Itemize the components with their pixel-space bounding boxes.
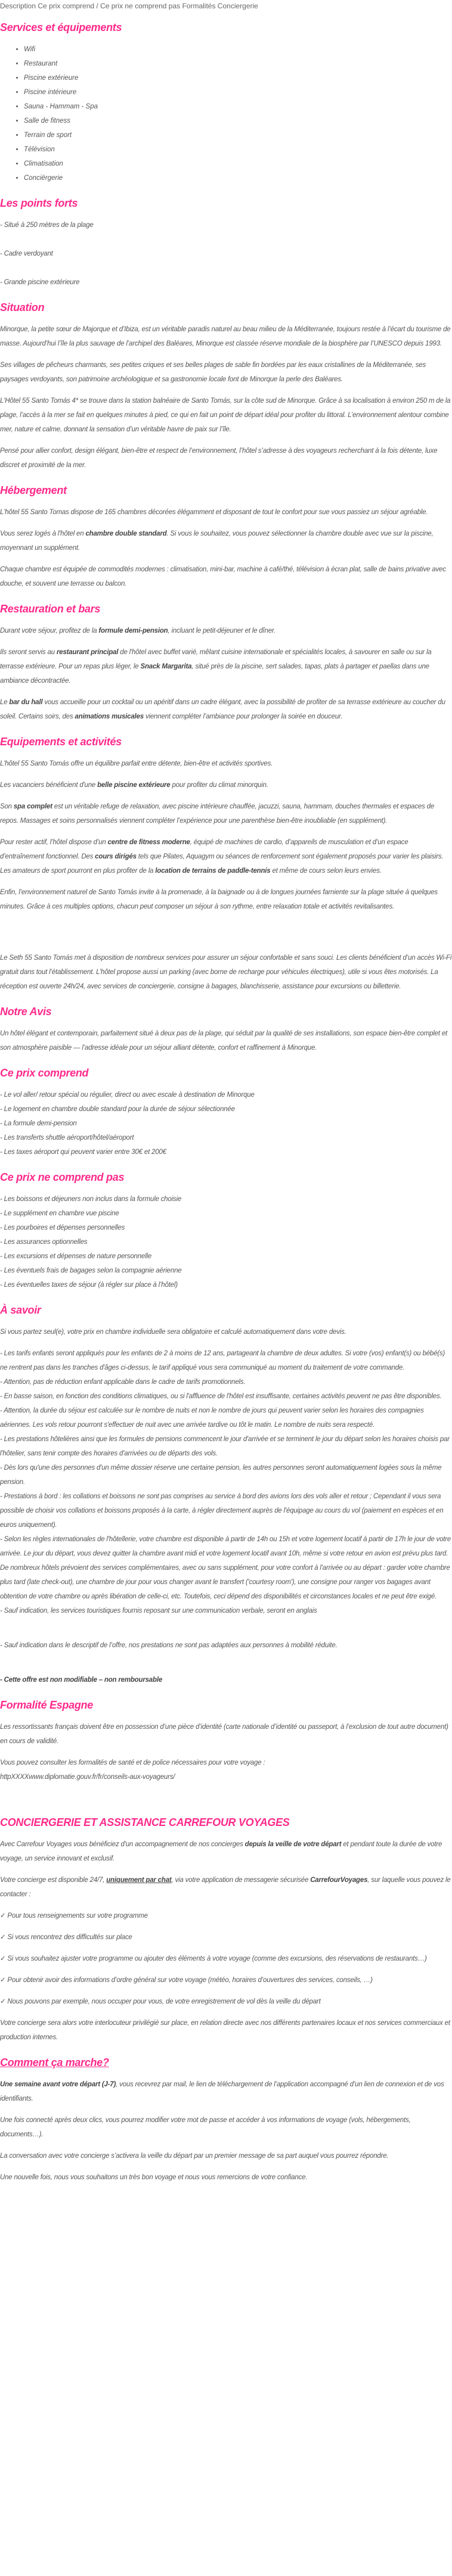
list-item: • Wifi <box>24 42 452 57</box>
conciergerie-section <box>0 1816 452 2045</box>
paragraph: Chaque chambre est équipée de commodités modernes : climatisation, mini-bar, machine à café/thé, télévision à écran plat, salle de bains privative avec douche, et souvent une terrasse ou balcon. <box>0 566 446 587</box>
comprend-section <box>0 1067 452 1159</box>
savoir-title: À savoir <box>0 1304 41 1316</box>
highlight-item: - Situé à 250 mètres de la plage <box>0 222 94 229</box>
services-section <box>0 21 452 185</box>
check-item: ✓ Si vous rencontrez des difficultés sur place <box>0 1934 132 1941</box>
paragraph: Votre concierge sera alors votre interlocuteur privilégié sur place, en relation directe avec nos différents partenaires locaux et nos services commerciaux et production internes. <box>0 2020 450 2041</box>
paragraph: Votre concierge est disponible 24/7, uniquement par chat, via votre application de messagerie sécurisée CarrefourVoyages, sur laquelle vous pouvez le contacter : <box>0 1877 451 1898</box>
included-item: - Les transferts shuttle aéroport/hôtel/aéroport <box>0 1134 134 1141</box>
paragraph: Son spa complet est un véritable refuge de relaxation, avec piscine intérieure chauffée, jacuzzi, sauna, hammam, douches thermales et espaces de repos. Massages et soins personnalisés viennent compléter l’expérience pour une parenthèse bien-être inoubliable (en supplément). <box>0 803 435 825</box>
ne-comprend-section <box>0 1171 452 1292</box>
excluded-item: - Le supplément en chambre vue piscine <box>0 1210 119 1217</box>
list-item: • Piscine extérieure <box>24 71 452 85</box>
paragraph: Un hôtel élégant et contemporain, parfaitement situé à deux pas de la plage, qui séduit par la qualité de ses installations, son espace bien-être complet et son atmosphère paisible — l’adresse idéale pour un séjour alliant détente, confort et raffinement à Minorque. <box>0 1030 448 1051</box>
check-item: ✓ Si vous souhaitez ajuster votre programme ou ajouter des éléments à votre voyage (comme des excursions, des réservations de restaurants…) <box>0 1955 427 1962</box>
comprend-title: Ce prix comprend <box>0 1067 89 1079</box>
ne-comprend-title: Ce prix ne comprend pas <box>0 1171 125 1183</box>
info-item: - Dès lors qu'une des personnes d'un même dossier réserve une certaine pension, les autres personnes seront automatiquement logées sous la même pension. <box>0 1464 442 1486</box>
services-list <box>0 42 452 185</box>
paragraph: Une nouvelle fois, nous vous souhaitons un très bon voyage et nous vous remercions de votre confiance. <box>0 2174 308 2181</box>
formalite-section <box>0 1699 452 1784</box>
list-item: • Conciërgerie <box>24 171 452 185</box>
check-item: ✓ Pour tous renseignements sur votre programme <box>0 1912 148 1919</box>
paragraph: Les vacanciers bénéficient d'une belle piscine extérieure pour profiter du climat minorquin. <box>0 782 268 789</box>
info-item: - En basse saison, en fonction des conditions climatiques, ou si l'affluence de l'hôtel est insuffisante, certaines activités peuvent ne pas être disponibles. <box>0 1393 442 1400</box>
paragraph: Durant votre séjour, profitez de la formule demi-pension, incluant le petit-déjeuner et le dîner. <box>0 627 276 634</box>
excluded-item: - Les boissons et déjeuners non inclus dans la formule choisie <box>0 1196 182 1203</box>
highlights-section <box>0 197 452 290</box>
formalite-title: Formalité Espagne <box>0 1699 93 1711</box>
paragraph: Une semaine avant votre départ (J-7), vous recevrez par mail, le lien de téléchargement de l’application accompagné d’un lien de connexion et de vos identifiants. <box>0 2081 444 2102</box>
non-modifiable-note: - Cette offre est non modifiable – non remboursable <box>0 1676 163 1684</box>
list-item: • Climatisation <box>24 157 452 171</box>
services-title: Services et équipements <box>0 21 122 33</box>
highlights-title: Les points forts <box>0 197 78 209</box>
info-item: - Sauf indication, les services touristiques fournis reposant sur une communication verbale, seront en anglais <box>0 1607 317 1614</box>
list-item: • Télévision <box>24 142 452 157</box>
equipements-section <box>0 736 452 994</box>
paragraph: Ses villages de pêcheurs charmants, ses petites criques et ses belles plages de sable fin bordées par les eaux cristallines de la Méditerranée, ses paysages verdoyants, son patrimoine archéologique et sa gastronomie locale font de Minorque la perle des Baléares. <box>0 362 426 383</box>
check-item: ✓ Pour obtenir avoir des informations d’ordre général sur votre voyage (météo, horaires d’ouvertures des services, conseils, …) <box>0 1977 373 1984</box>
list-item: • Sauna - Hammam - Spa <box>24 99 452 114</box>
paragraph: Avec Carrefour Voyages vous bénéficiez d'un accompagnement de nos concierges depuis la veille de votre départ et pendant toute la durée de votre voyage, un service innovant et exclusif. <box>0 1841 442 1862</box>
info-item: - Les tarifs enfants seront appliqués pour les enfants de 2 à moins de 12 ans, partageant la chambre de deux adultes. Si votre (vos) enfant(s) ou bébé(s) ne rentrent pas dans les tranches d'âges ci-dessus, le tarif appliqué vous sera communiqué au moment du traitement de votre commande. <box>0 1350 445 1371</box>
avis-title: Notre Avis <box>0 1006 52 1018</box>
conciergerie-title: CONCIERGERIE ET ASSISTANCE CARREFOUR VOYAGES <box>0 1816 290 1828</box>
paragraph: Pour rester actif, l’hôtel dispose d’un centre de fitness moderne, équipé de machines de cardio, d’appareils de musculation et d’un espace d’entraînement fonctionnel. Des cours dirigés tels que Pilates, Aquagym ou séances de renforcement sont également proposés pour varier les plaisirs. Les amateurs de sport pourront en plus profiter de la location de terrains de paddle-tennis et même de cours selon leurs envies. <box>0 839 444 875</box>
paragraph: Le bar du hall vous accueille pour un cocktail ou un apéritif dans un cadre élégant, avec la possibilité de profiter de sa terrasse extérieure au coucher du soleil. Certains soirs, des animations musicales viennent compléter l’ambiance pour prolonger la soirée en douceur. <box>0 699 445 720</box>
comment-section <box>0 2057 452 2185</box>
highlight-item: - Cadre verdoyant <box>0 250 53 257</box>
info-item: - Selon les règles internationales de l'hôtellerie, votre chambre est disponible à partir de 14h ou 15h et votre logement locatif à partir de 17h le jour de votre arrivée. Le jour du départ, vous devez quitter la chambre avant midi et votre logement locatif avant 10h, même si votre retour en avion est prévu plus tard. De nombreux hôtels prévoient des services complémentaires, avec ou sans supplément, pour votre confort à l'arrivée ou au départ : garder votre chambre plus tard (late check-out), une chambre de jour pour vous changer avant le transfert ('courtesy room'), une consigne pour ranger vos bagages avant obtention de votre chambre ou après libération de celle-ci, etc. Toutefois, ceci dépend des disponibilités et circonstances locales et ne peut être exigé. <box>0 1536 451 1600</box>
info-item: - Attention, pas de réduction enfant applicable dans le cadre de tarifs promotionnels. <box>0 1379 246 1386</box>
paragraph: Pensé pour allier confort, design élégant, bien-être et respect de l’environnement, l’hôtel s’adresse à des voyageurs recherchant à la fois détente, luxe discret et proximité de la mer. <box>0 447 438 469</box>
info-item: - Prestations à bord : les collations et boissons ne sont pas comprises au service à bord des avions lors des vols aller et retour ; Cependant il vous sera possible de choisir vos collations et boissons proposés à la carte, à régler directement auprès de l'équipage au cours du vol (paiement en espèces et en euros uniquement). <box>0 1493 444 1529</box>
list-item: • Salle de fitness <box>24 114 452 128</box>
savoir-section <box>0 1304 452 1687</box>
included-item: - Le logement en chambre double standard pour la durée de séjour sélectionnée <box>0 1106 235 1113</box>
info-item: - Les prestations hôtelières ainsi que les formules de pensions commencent le jour d'arrivée et se terminent le jour du départ selon les horaires choisis par l'hôtelier, sans tenir compte des horaires d'arrivées ou de départs des vols. <box>0 1436 450 1457</box>
paragraph: Si vous partez seul(e), votre prix en chambre individuelle sera obligatoire et calculé automatiquement dans votre devis. <box>0 1329 346 1336</box>
hebergement-section <box>0 484 452 591</box>
hebergement-title: Hébergement <box>0 484 67 496</box>
list-item: • Terrain de sport <box>24 128 452 142</box>
paragraph: Vous pouvez consulter les formalités de santé et de police nécessaires pour votre voyage : <box>0 1759 265 1766</box>
section-nav[interactable]: Description Ce prix comprend / Ce prix ne comprend pas Formalités Conciergerie <box>0 2 258 10</box>
paragraph: Les ressortissants français doivent être en possession d’une pièce d’identité (carte nationale d’identité ou passeport, à l’exclusion de tout autre document) en cours de validité. <box>0 1723 448 1745</box>
mobility-note: - Sauf indication dans le descriptif de l’offre, nos prestations ne sont pas adaptées aux personnes à mobilité réduite. <box>0 1642 338 1649</box>
paragraph: L'Hôtel 55 Santo Tomás 4* se trouve dans la station balnéaire de Santo Tomás, sur la côte sud de Minorque. Grâce à sa localisation à environ 250 m de la plage, l’accès à la mer se fait en quelques minutes à pied, ce qui en fait un point de départ idéal pour profiter du littoral. L’environnement alentour combine mer, nature et calme, donnant la sensation d’un véritable havre de paix sur l’île. <box>0 397 451 433</box>
paragraph: Enfin, l’environnement naturel de Santo Tomás invite à la promenade, à la baignade ou à de longues journées farniente sur la plage située à quelques minutes. Grâce à ces multiples options, chacun peut composer un séjour à son rythme, entre relaxation totale et activités revitalisantes. <box>0 889 438 910</box>
highlight-item: - Grande piscine extérieure <box>0 279 80 286</box>
paragraph: Le Seth 55 Santo Tomás met à disposition de nombreux services pour assurer un séjour confortable et sans souci. Les clients bénéficient d’un accès Wi-Fi gratuit dans tout l’établissement. L’hôtel propose aussi un parking (avec borne de recharge pour véhicules électriques), utile si vous êtes motorisés. La réception est ouverte 24h/24, avec services de conciergerie, consigne à bagages, blanchisserie, assistance pour excursions ou billetterie. <box>0 954 452 990</box>
list-item: • Piscine intérieure <box>24 85 452 99</box>
diplomatie-link[interactable]: httpXXXXwww.diplomatie.gouv.fr/fr/conseils-aux-voyageurs/ <box>0 1774 175 1781</box>
check-item: ✓ Nous pouvons par exemple, nous occuper pour vous, de votre enregistrement de vol dès la veille du départ <box>0 1998 321 2005</box>
paragraph: Minorque, la petite sœur de Majorque et d’Ibiza, est un véritable paradis naturel au beau milieu de la Méditerranée, toujours restée à l’écart du tourisme de masse. Aujourd’hui l’île la plus sauvage de l’archipel des Baléares, Minorque est classée réserve mondiale de la biosphère par l’UNESCO depuis 1993. <box>0 326 451 347</box>
paragraph: Vous serez logés à l'hôtel en chambre double standard. Si vous le souhaitez, vous pouvez sélectionner la chambre double avec vue sur la piscine, moyennant un supplément. <box>0 530 434 552</box>
included-item: - Les taxes aéroport qui peuvent varier entre 30€ et 200€ <box>0 1149 166 1156</box>
excluded-item: - Les assurances optionnelles <box>0 1239 88 1246</box>
excluded-item: - Les excursions et dépenses de nature personnelle <box>0 1253 152 1260</box>
restauration-title: Restauration et bars <box>0 603 101 615</box>
paragraph: L'hôtel 55 Santo Tomas dispose de 165 chambres décorées élégamment et disposant de tout le confort pour sue vous passiez un séjour agréable. <box>0 509 428 516</box>
paragraph: L'hôtel 55 Santo Tomás offre un équilibre parfait entre détente, bien-être et activités sportives. <box>0 760 273 767</box>
situation-section <box>0 301 452 472</box>
paragraph: La conversation avec votre concierge s’activera la veille du départ par un premier message de sa part auquel vous pourrez répondre. <box>0 2152 389 2160</box>
paragraph: Ils seront servis au restaurant principal de l'hôtel avec buffet varié, mêlant cuisine internationale et spécialités locales, à savourer en salle ou sur la terrasse extérieure. Pour un repas plus léger, le Snack Margarita, situé près de la piscine, sert salades, tapas, plats à partager et paellas dans une ambiance décontractée. <box>0 649 432 685</box>
excluded-item: - Les pourboires et dépenses personnelles <box>0 1224 125 1231</box>
avis-section <box>0 1006 452 1055</box>
equipements-title: Equipements et activités <box>0 736 122 748</box>
list-item: • Restaurant <box>24 57 452 71</box>
excluded-item: - Les éventuelles taxes de séjour (à régler sur place à l’hôtel) <box>0 1281 178 1289</box>
excluded-item: - Les éventuels frais de bagages selon la compagnie aérienne <box>0 1267 182 1274</box>
info-item: - Attention, la durée du séjour est calculée sur le nombre de nuits et non le nombre de jours qui peuvent varier selon les horaires des compagnies aériennes. Les vols retour pourront s'effectuer de nuit avec une arrivée tardive ou tôt le matin. Le nombre de nuits sera respecté. <box>0 1407 424 1429</box>
restauration-section <box>0 603 452 724</box>
situation-title: Situation <box>0 301 45 313</box>
included-item: - Le vol aller/ retour spécial ou régulier, direct ou avec escale à destination de Minorque <box>0 1091 255 1099</box>
paragraph: Une fois connecté après deux clics, vous pourrez modifier votre mot de passe et accéder à vos informations de voyage (vols, hébergements, documents…). <box>0 2117 411 2138</box>
comment-title-link[interactable]: Comment ça marche? <box>0 2057 109 2068</box>
included-item: - La formule demi-pension <box>0 1120 77 1127</box>
